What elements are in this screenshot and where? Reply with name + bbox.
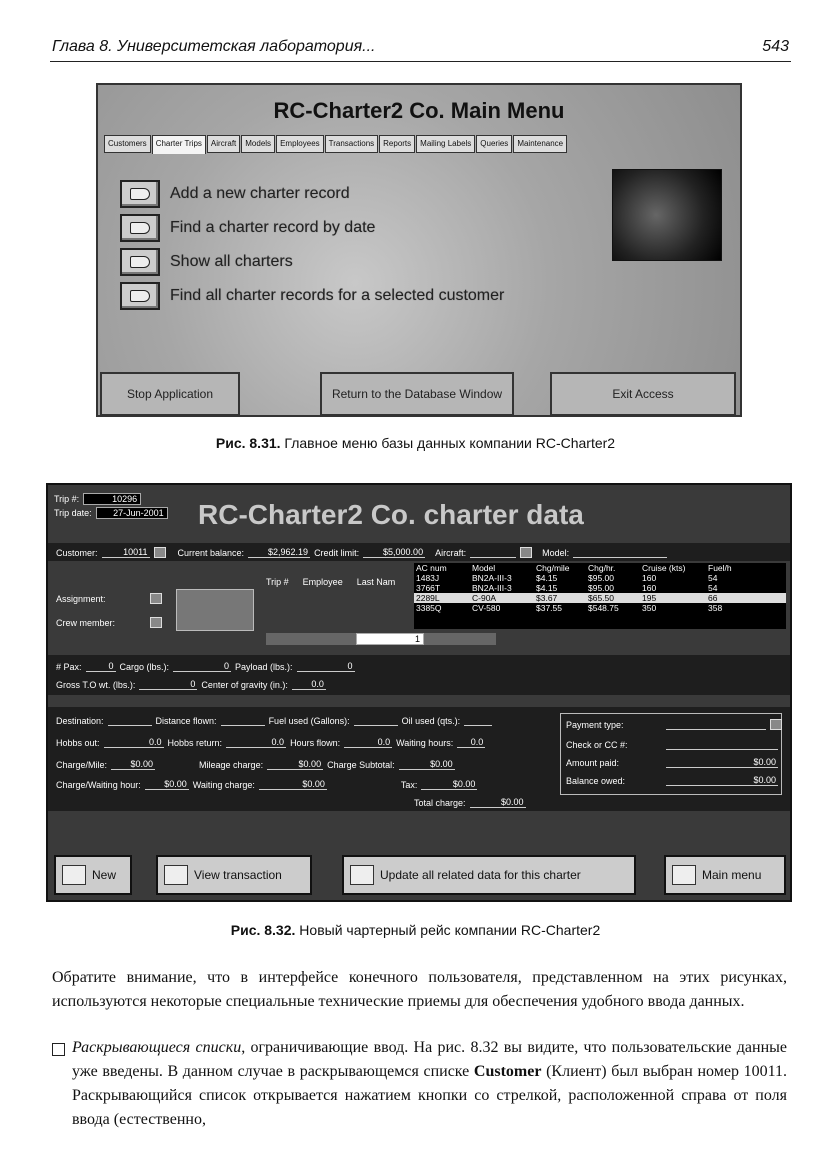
main-menu-screenshot <box>96 83 742 417</box>
pointing-hand-icon <box>62 865 86 885</box>
trip-number-field[interactable]: 10296 <box>83 493 141 505</box>
pointing-hand-icon <box>672 865 696 885</box>
charge-row-1 <box>56 759 455 770</box>
balance-field: $2,962.19 <box>248 547 310 558</box>
total-charge-field: $0.00 <box>470 797 526 808</box>
tab-aircraft[interactable]: Aircraft <box>207 135 240 153</box>
charge-mile-field: $0.00 <box>111 759 155 770</box>
table-row[interactable]: 2289L C-90A $3.67 $65.50 195 66 <box>414 593 786 603</box>
menu-item-label: Add a new charter record <box>170 185 350 202</box>
main-menu-button[interactable]: Main menu <box>664 855 786 895</box>
charge-mile-label: Charge/Mile: <box>56 759 108 770</box>
weight-row-2 <box>56 679 326 690</box>
trip-date-field[interactable]: 27-Jun-2001 <box>96 507 168 519</box>
tab-queries[interactable]: Queries <box>476 135 512 153</box>
view-transaction-button[interactable]: View transaction <box>156 855 312 895</box>
charter-data-screenshot <box>46 483 792 902</box>
tab-transactions[interactable]: Transactions <box>325 135 379 153</box>
dropdown-arrow-icon[interactable] <box>770 719 782 730</box>
menu-item-show-all[interactable] <box>120 248 293 276</box>
balance-label: Current balance: <box>177 547 245 558</box>
pointing-hand-icon[interactable] <box>120 214 160 242</box>
menu-item-find-by-customer[interactable] <box>120 282 504 310</box>
destination-label: Destination: <box>56 715 104 726</box>
total-charge-label: Total charge: <box>414 797 466 808</box>
total-charge-row <box>414 797 526 808</box>
hours-flown-label: Hours flown: <box>290 737 341 748</box>
oil-used-field[interactable] <box>464 715 492 726</box>
distance-flown-label: Distance flown: <box>155 715 217 726</box>
tab-customers[interactable]: Customers <box>104 135 151 153</box>
fuel-used-label: Fuel used (Gallons): <box>268 715 350 726</box>
update-related-data-button[interactable]: Update all related data for this charter <box>342 855 636 895</box>
payload-label: Payload (lbs.): <box>235 661 293 672</box>
crew-header-lastname: Last Nam <box>356 577 396 587</box>
charge-row-2 <box>56 779 477 790</box>
flight-row-1 <box>56 715 492 726</box>
menu-item-label: Show all charters <box>170 253 293 270</box>
main-menu-title: RC-Charter2 Co. Main Menu <box>273 98 565 123</box>
amount-paid-row <box>566 757 778 768</box>
customer-field[interactable]: 10011 <box>102 547 150 558</box>
table-row[interactable]: 3766T BN2A-III-3 $4.15 $95.00 160 54 <box>416 583 718 593</box>
aircraft-label: Aircraft: <box>435 547 467 558</box>
payment-type-row <box>566 719 782 730</box>
hobbs-return-field[interactable]: 0.0 <box>226 737 286 748</box>
tab-reports[interactable]: Reports <box>379 135 415 153</box>
charge-waiting-hour-label: Charge/Waiting hour: <box>56 779 141 790</box>
cargo-label: Cargo (lbs.): <box>119 661 170 672</box>
credit-field: $5,000.00 <box>363 547 425 558</box>
flight-row-2 <box>56 737 485 748</box>
tax-field: $0.00 <box>421 779 477 790</box>
balance-owed-row <box>566 775 778 786</box>
assignment-label: Assignment: <box>56 593 106 604</box>
check-cc-label: Check or CC #: <box>566 739 628 750</box>
table-row[interactable]: 1483J BN2A-III-3 $4.15 $95.00 160 54 <box>416 573 718 583</box>
assignment-row <box>56 593 162 604</box>
pointing-hand-icon <box>164 865 188 885</box>
check-row <box>566 739 778 750</box>
header-rule <box>50 61 791 62</box>
pax-field[interactable]: 0 <box>86 661 116 672</box>
tax-label: Tax: <box>400 779 418 790</box>
tab-mailing-labels[interactable]: Mailing Labels <box>416 135 475 153</box>
waiting-hours-label: Waiting hours: <box>396 737 454 748</box>
check-cc-field[interactable] <box>666 739 778 750</box>
exit-access-button[interactable]: Exit Access <box>550 372 736 416</box>
weight-row-1 <box>56 661 355 672</box>
waiting-charge-field: $0.00 <box>259 779 327 790</box>
crew-member-label: Crew member: <box>56 617 116 628</box>
customer-term: Customer <box>473 1063 542 1080</box>
crew-table-header <box>266 577 395 587</box>
charge-waiting-hour-field: $0.00 <box>145 779 189 790</box>
figure-caption-8-31: Рис. 8.31. Главное меню базы данных компании RC-Charter2 <box>215 435 616 451</box>
payment-type-label: Payment type: <box>566 719 624 730</box>
tab-maintenance[interactable]: Maintenance <box>513 135 567 153</box>
credit-label: Credit limit: <box>314 547 360 558</box>
figure-caption-8-32: Рис. 8.32. Новый чартерный рейс компании RC-Charter2 <box>230 922 601 938</box>
dropdown-arrow-icon[interactable] <box>520 547 532 558</box>
page-number: 543 <box>762 38 789 55</box>
charge-subtotal-label: Charge Subtotal: <box>327 759 395 770</box>
charge-subtotal-field: $0.00 <box>399 759 455 770</box>
grid-header: AC num Model Chg/mile Chg/hr. Cruise (kts) Fuel/h <box>416 563 732 573</box>
crew-member-row <box>56 617 162 628</box>
record-number-field[interactable]: 1 <box>356 633 424 645</box>
stop-application-button[interactable]: Stop Application <box>100 372 240 416</box>
amount-paid-field[interactable]: $0.00 <box>666 757 778 768</box>
tab-charter-trips[interactable]: Charter Trips <box>152 135 206 154</box>
dropdown-arrow-icon[interactable] <box>154 547 166 558</box>
pointing-hand-icon[interactable] <box>120 282 160 310</box>
record-navigation-bar[interactable] <box>266 633 496 645</box>
center-of-gravity-field[interactable]: 0.0 <box>292 679 326 690</box>
tab-models[interactable]: Models <box>241 135 275 153</box>
cargo-field[interactable]: 0 <box>173 661 231 672</box>
fuel-used-field[interactable] <box>354 715 398 726</box>
menu-item-label: Find all charter records for a selected customer <box>170 287 505 304</box>
tab-employees[interactable]: Employees <box>276 135 324 153</box>
new-button[interactable]: New <box>54 855 132 895</box>
apply-crew-button[interactable] <box>176 589 254 631</box>
dropdown-arrow-icon[interactable] <box>150 617 162 628</box>
customer-row <box>56 547 667 558</box>
mileage-charge-field: $0.00 <box>267 759 323 770</box>
charter-data-title: RC-Charter2 Co. charter data <box>198 499 584 530</box>
pointing-hand-icon <box>350 865 374 885</box>
trip-date-label: Trip date: <box>54 508 92 518</box>
aircraft-photo <box>612 169 722 261</box>
running-header-title: Глава 8. Университетская лаборатория... <box>52 38 376 55</box>
center-of-gravity-label: Center of gravity (in.): <box>201 679 288 690</box>
waiting-hours-field[interactable]: 0.0 <box>457 737 485 748</box>
customer-label: Customer: <box>56 547 98 558</box>
amount-paid-label: Amount paid: <box>566 757 620 768</box>
pax-label: # Pax: <box>56 661 82 672</box>
bullet-square-icon <box>52 1043 65 1056</box>
pointing-hand-icon[interactable] <box>120 248 160 276</box>
distance-flown-field[interactable] <box>221 715 265 726</box>
body-paragraph: Обратите внимание, что в интерфейсе конечного пользователя, представленном на этих рисунках, используются некоторые специальные технические приемы для обеспечения удобного ввода данных. <box>52 969 787 1010</box>
menu-item-label: Find a charter record by date <box>170 219 376 236</box>
trip-info-box <box>54 491 186 535</box>
crew-header-trip: Trip # <box>266 577 289 587</box>
oil-used-label: Oil used (qts.): <box>401 715 461 726</box>
aircraft-grid[interactable] <box>414 563 786 629</box>
payload-field: 0 <box>297 661 355 672</box>
mileage-charge-label: Mileage charge: <box>199 759 264 770</box>
gross-weight-label: Gross T.O wt. (lbs.): <box>56 679 136 690</box>
model-field[interactable] <box>573 547 667 558</box>
return-to-database-button[interactable]: Return to the Database Window <box>320 372 514 416</box>
table-row[interactable]: 3385Q CV-580 $37.55 $548.75 350 358 <box>416 603 723 613</box>
destination-field[interactable] <box>108 715 152 726</box>
bullet-paragraph: Раскрывающиеся списки, ограничивающие ввод. На рис. 8.32 вы видите, что пользовательские данные уже введены. В данном случае в раскрывающемся списке Customer (Клиент) был выбран номер 10011. Раскрывающийся список открывается нажатием кнопки со стрелкой, расположенной справа от поля ввода (естественно, <box>72 1039 787 1128</box>
gross-weight-field: 0 <box>139 679 197 690</box>
menu-item-add-charter[interactable] <box>120 180 350 208</box>
payment-type-field[interactable] <box>666 719 766 730</box>
bullet-term: Раскрывающиеся списки <box>72 1039 242 1056</box>
hobbs-out-field[interactable]: 0.0 <box>104 737 164 748</box>
balance-owed-label: Balance owed: <box>566 775 626 786</box>
hobbs-return-label: Hobbs return: <box>167 737 223 748</box>
menu-item-find-by-date[interactable] <box>120 214 375 242</box>
crew-header-employee: Employee <box>302 577 343 587</box>
pointing-hand-icon[interactable] <box>120 180 160 208</box>
dropdown-arrow-icon[interactable] <box>150 593 162 604</box>
main-menu-tabs <box>104 135 567 153</box>
waiting-charge-label: Waiting charge: <box>192 779 255 790</box>
model-label: Model: <box>542 547 570 558</box>
aircraft-field[interactable] <box>470 547 516 558</box>
balance-owed-field: $0.00 <box>666 775 778 786</box>
hours-flown-field: 0.0 <box>344 737 392 748</box>
hobbs-out-label: Hobbs out: <box>56 737 100 748</box>
trip-number-label: Trip #: <box>54 494 80 504</box>
